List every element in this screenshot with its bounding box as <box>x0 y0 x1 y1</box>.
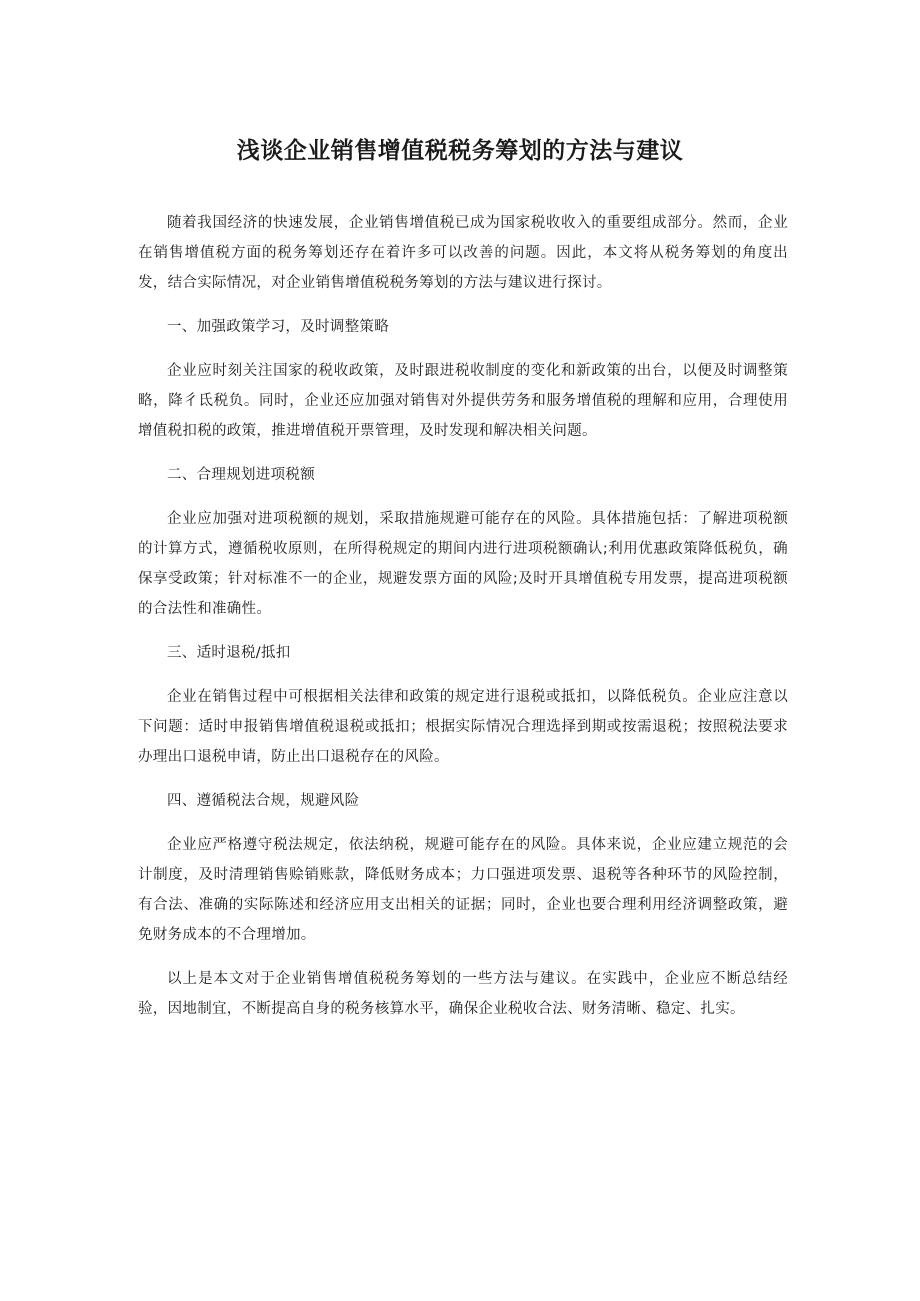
section-body-2: 企业应加强对进项税额的规划，采取措施规避可能存在的风险。具体措施包括：了解进项税额的计算方式，遵循税收原则，在所得税规定的期间内进行进项税额确认;利用优惠政策降低税负，确保享受政策；针对标准不一的企业，规避发票方面的风险;及时开具增值税专用发票，提高进项税额的合法性和准确性。 <box>138 511 788 617</box>
document-title: 浅谈企业销售增值税税务筹划的方法与建议 <box>236 138 684 164</box>
section-body-3: 企业在销售过程中可根据相关法律和政策的规定进行退税或抵扣，以降低税负。企业应注意以下问题：适时申报销售增值税退税或抵扣；根据实际情况合理选择到期或按需退税；按照税法要求办理出口退税申请，防止出口退税存在的风险。 <box>138 689 788 765</box>
section-heading-3: 三、适时退税/抵扣 <box>167 645 291 661</box>
section-heading-4: 四、遵循税法合规，规避风险 <box>167 793 360 809</box>
section-body-4: 企业应严格遵守税法规定，依法纳税，规避可能存在的风险。具体来说，企业应建立规范的会计制度，及时清理销售赊销账款，降低财务成本；力口强进项发票、退税等各种环节的风险控制，有合法、准确的实际陈述和经济应用支出相关的证据；同时，企业也要合理利用经济调整政策，避免财务成本的不合理增加。 <box>138 837 788 943</box>
document-body <box>138 208 788 1038</box>
section-heading-2: 二、合理规划进项税额 <box>167 467 315 483</box>
section-heading-1: 一、加强政策学习，及时调整策略 <box>167 319 389 335</box>
section-body-1: 企业应时刻关注国家的税收政策，及时跟进税收制度的变化和新政策的出台，以便及时调整策略，降彳氐税负。同时，企业还应加强对销售对外提供劳务和服务增值税的理解和应用，合理使用增值税扣税的政策，推进增值税开票管理，及时发现和解决相关问题。 <box>138 363 788 439</box>
intro-paragraph: 随着我国经济的快速发展，企业销售增值税已成为国家税收收入的重要组成部分。然而，企业在销售增值税方面的税务筹划还存在着许多可以改善的问题。因此，本文将从税务筹划的角度出发，结合实际情况，对企业销售增值税税务筹划的方法与建议进行探讨。 <box>138 215 788 291</box>
conclusion-paragraph: 以上是本文对于企业销售增值税税务筹划的一些方法与建议。在实践中，企业应不断总结经验，因地制宜，不断提高自身的税务核算水平，确保企业税收合法、财务清晰、稳定、扎实。 <box>138 971 788 1017</box>
